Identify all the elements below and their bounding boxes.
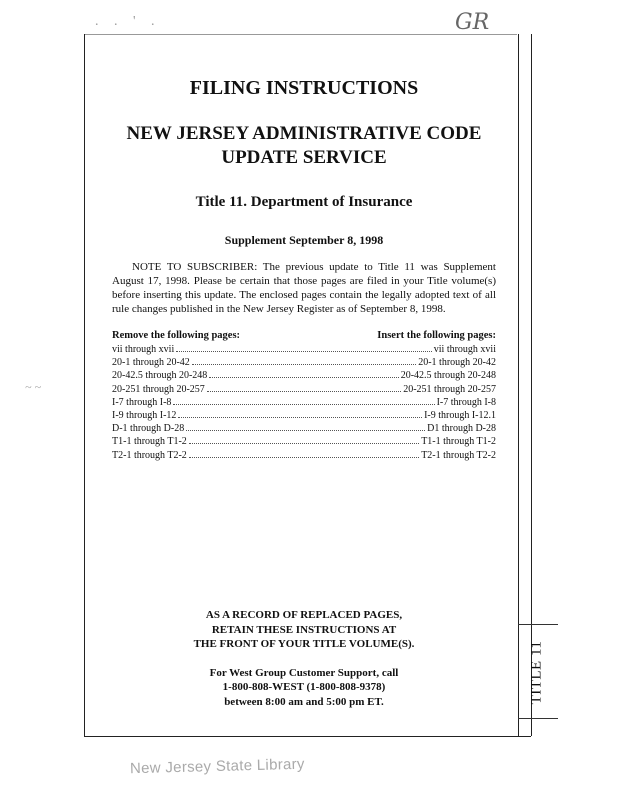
document-body (108, 76, 500, 462)
support-line-1: For West Group Customer Support, call (209, 666, 399, 679)
remove-pages: I-7 through I-8 (112, 396, 172, 408)
list-row (112, 396, 496, 409)
leader-dots (176, 351, 432, 352)
subscriber-note: NOTE TO SUBSCRIBER: The previous update to Title 11 was Supplement August 17, 1998. Please be certain that those pages are filed in your Title volume(s) before inserting this update. The enclosed pages contain the legally adopted text of all rule changes published in the New Jersey Register as of September 8, 1998. (112, 261, 496, 315)
remove-pages: T2-1 through T2-2 (112, 449, 187, 461)
record-line-3: THE FRONT OF YOUR TITLE VOLUME(S). (193, 638, 415, 650)
leader-dots (189, 443, 419, 444)
scan-marks: . . ' . (95, 14, 161, 29)
leader-dots (192, 364, 416, 365)
title-tab-label: TITLE 11 (528, 640, 545, 704)
leader-dots (207, 391, 401, 392)
list-header (112, 330, 496, 341)
leader-dots (186, 430, 425, 431)
list-row (112, 343, 496, 356)
leader-dots (173, 404, 434, 405)
remove-pages: 20-1 through 20-42 (112, 357, 190, 369)
remove-pages: vii through xvii (112, 344, 175, 355)
leader-dots (178, 417, 422, 418)
remove-pages: 20-42.5 through 20-248 (112, 370, 208, 382)
remove-pages: 20-251 through 20-257 (112, 383, 205, 395)
list-row (112, 435, 496, 448)
list-row (112, 369, 496, 382)
list-row (112, 449, 496, 462)
insert-pages: 20-42.5 through 20-248 (400, 370, 496, 382)
remove-pages: I-9 through I-12 (112, 410, 177, 422)
support-line-3: between 8:00 am and 5:00 pm ET. (224, 695, 384, 708)
record-line-2: RETAIN THESE INSTRUCTIONS AT (211, 623, 397, 636)
insert-pages: T1-1 through T1-2 (421, 436, 496, 448)
title-tab (512, 628, 562, 716)
subtitle-line-2: UPDATE SERVICE (221, 147, 387, 168)
insert-pages: 20-1 through 20-42 (418, 357, 496, 369)
record-line-1: AS A RECORD OF REPLACED PAGES, (205, 609, 403, 621)
insert-header: Insert the following pages: (377, 330, 496, 341)
support-line-2: 1-800-808-WEST (1-800-808-9378) (222, 681, 386, 693)
list-row (112, 383, 496, 396)
handwritten-mark: GR (455, 10, 490, 35)
list-row (112, 422, 496, 435)
list-row (112, 409, 496, 422)
list-row (112, 356, 496, 369)
remove-pages: T1-1 through T1-2 (112, 436, 187, 448)
side-tab-bottom (517, 736, 531, 737)
supplement-date: Supplement September 8, 1998 (224, 233, 384, 247)
subtitle-line-1: NEW JERSEY ADMINISTRATIVE CODE (126, 123, 482, 144)
library-stamp: New Jersey State Library (129, 755, 305, 778)
margin-scribble: ~ ~ (25, 380, 41, 394)
leader-dots (209, 377, 398, 378)
tab-rule-bottom (518, 718, 558, 719)
insert-pages: 20-251 through 20-257 (403, 383, 496, 395)
insert-pages: vii through xvii (433, 344, 496, 355)
tab-rule-top (518, 624, 558, 625)
insert-pages: D1 through D-28 (427, 423, 496, 435)
remove-pages: D-1 through D-28 (112, 423, 185, 435)
page-title: FILING INSTRUCTIONS (189, 77, 419, 99)
leader-dots (189, 457, 419, 458)
remove-header: Remove the following pages: (112, 330, 241, 341)
page-list (108, 343, 500, 462)
insert-pages: I-9 through I-12.1 (424, 410, 496, 422)
insert-pages: T2-1 through T2-2 (421, 449, 496, 461)
record-notice (108, 608, 500, 709)
department-title: Title 11. Department of Insurance (195, 194, 413, 210)
insert-pages: I-7 through I-8 (436, 396, 496, 408)
